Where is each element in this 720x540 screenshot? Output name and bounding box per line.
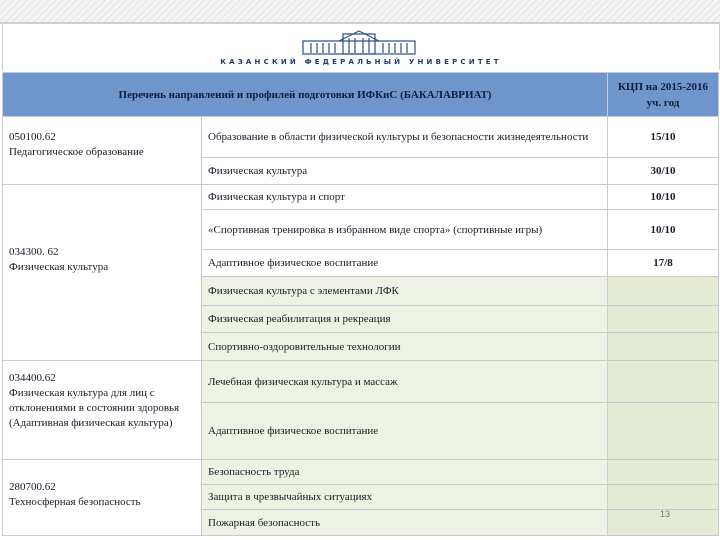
- program-code: 280700.62: [9, 481, 56, 493]
- profile-name: Безопасность труда: [202, 460, 608, 485]
- kcp-value: [608, 306, 719, 333]
- program-code: 034400.62: [9, 372, 56, 384]
- header-title: Перечень направлений и профилей подготовки ИФКиС (БАКАЛАВРИАТ): [3, 73, 608, 117]
- profile-name: Адаптивное физическое воспитание: [202, 250, 608, 277]
- kcp-value: [608, 460, 719, 485]
- programs-table: [2, 72, 719, 536]
- kcp-value: 10/10: [608, 185, 719, 210]
- table-header-row: [3, 73, 719, 117]
- table-row: [3, 185, 719, 210]
- table-row: [3, 117, 719, 158]
- kcp-value: [608, 361, 719, 403]
- program-cell: [3, 361, 202, 460]
- kcp-value: 10/10: [608, 210, 719, 250]
- program-name: Техносферная безопасность: [9, 496, 141, 508]
- profile-name: Лечебная физическая культура и массаж: [202, 361, 608, 403]
- kcp-value: [608, 403, 719, 460]
- profile-name: «Спортивная тренировка в избранном виде спорта» (спортивные игры): [202, 210, 608, 250]
- program-cell: [3, 460, 202, 536]
- ornamental-frame: [0, 0, 720, 24]
- header: [2, 24, 720, 70]
- profile-name: Физическая реабилитация и рекреация: [202, 306, 608, 333]
- program-name: Педагогическое образование: [9, 146, 144, 158]
- program-code: 034300. 62: [9, 246, 59, 258]
- page-number: 13: [660, 509, 671, 519]
- kcp-value: 30/10: [608, 158, 719, 185]
- kcp-value: [608, 333, 719, 361]
- header-kcp: КЦП на 2015-2016 уч. год: [608, 73, 719, 117]
- table-row: [3, 361, 719, 403]
- profile-name: Физическая культура и спорт: [202, 185, 608, 210]
- profile-name: Пожарная безопасность: [202, 510, 608, 536]
- kcp-value: 17/8: [608, 250, 719, 277]
- profile-name: Физическая культура с элементами ЛФК: [202, 277, 608, 306]
- kcp-value: 15/10: [608, 117, 719, 158]
- university-name: КАЗАНСКИЙ ФЕДЕРАЛЬНЫЙ УНИВЕРСИТЕТ: [220, 58, 502, 66]
- program-name: Физическая культура для лиц с отклонениями в состоянии здоровья (Адаптивная физическая культура): [9, 387, 180, 429]
- university-building-icon: [299, 30, 419, 56]
- program-code: 050100.62: [9, 131, 56, 143]
- program-name: Физическая культура: [9, 261, 109, 273]
- table-row: [3, 460, 719, 485]
- profile-name: Физическая культура: [202, 158, 608, 185]
- profile-name: Спортивно-оздоровительные технологии: [202, 333, 608, 361]
- profile-name: Адаптивное физическое воспитание: [202, 403, 608, 460]
- profile-name: Защита в чрезвычайных ситуациях: [202, 485, 608, 510]
- program-cell: [3, 185, 202, 361]
- profile-name: Образование в области физической культуры и безопасности жизнедеятельности: [202, 117, 608, 158]
- kcp-value: [608, 485, 719, 510]
- program-cell: [3, 117, 202, 185]
- kcp-value: [608, 277, 719, 306]
